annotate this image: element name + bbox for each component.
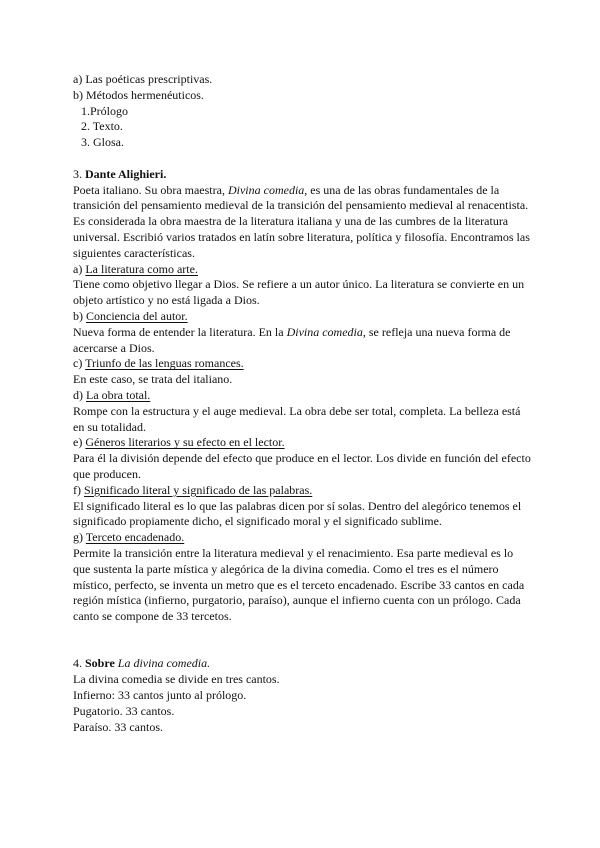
- feature-d-heading: [73, 388, 533, 404]
- feature-e-heading: [73, 435, 533, 451]
- feature-b-title: Conciencia del autor.: [86, 308, 188, 323]
- feature-e-text: Para él la división depende del efecto que produce en el lector. Los divide en función del efecto que producen.: [73, 451, 531, 481]
- feature-d-text: Rompe con la estructura y el auge medieval. La obra debe ser total, completa. La belleza está en su totalidad.: [73, 403, 521, 434]
- feature-d-label: d): [73, 387, 83, 402]
- section-4-heading: [73, 656, 533, 672]
- feature-a-heading: [73, 262, 533, 278]
- section-4-number: 4.: [73, 656, 82, 671]
- section-3-title: Dante Alighieri.: [85, 166, 167, 181]
- feature-e-label: e): [73, 435, 83, 450]
- feature-f-title: Significado literal y significado de las palabras.: [84, 482, 313, 497]
- feature-b-text: [73, 325, 533, 357]
- intro-text-2: , es una de las obras fundamentales de la transición del pensamiento medieval de la transición del pensamiento medieval al renacentista. Es considerada la obra maestra de la literatura italiana y una de las cumbres de la literatura universal. Escribió varios tratados en latín sobre literatura, política y filosofía. Encontramos las siguientes características.: [73, 182, 530, 260]
- feature-e-title: Géneros literarios y su efecto en el lector.: [85, 435, 285, 450]
- section-4-line: Pugatorio. 33 cantos.: [73, 703, 175, 718]
- sub-item-2: 2. Texto.: [81, 119, 123, 134]
- section-4-line: La divina comedia se divide en tres cantos.: [73, 672, 280, 687]
- section-3-heading: [73, 167, 533, 183]
- feature-g-heading: [73, 530, 533, 546]
- feature-g-text: Permite la transición entre la literatura medieval y el renacimiento. Esa parte medieval es lo que sustenta la parte mística y alegórica de la divina comedia. Como el tres es el número místico, perfecto, se inventa un metro que es el terceto encadenado. Escribe 33 cantos en cada región mística (infierno, purgatorio, paraíso), aunque el infierno cuenta con un prólogo. Cada canto se compone de 33 tercetos.: [73, 545, 525, 624]
- feature-g-title: Terceto encadenado.: [85, 530, 185, 545]
- spacer: [73, 151, 533, 167]
- list-item-b: b) Métodos hermenéuticos.: [73, 87, 204, 102]
- feature-b-text-2: , se refleja una nueva forma de acercarse a Dios.: [73, 324, 511, 355]
- document-content: [73, 72, 533, 735]
- feature-c-label: c): [73, 356, 83, 371]
- sub-item-3: 3. Glosa.: [81, 135, 124, 150]
- intro-text-1: Poeta italiano. Su obra maestra,: [73, 182, 225, 197]
- feature-b-label: b): [73, 308, 83, 323]
- section-4-line: Infierno: 33 cantos junto al prólogo.: [73, 688, 247, 703]
- feature-a-title: La literatura como arte.: [85, 261, 198, 276]
- feature-d-title: La obra total.: [86, 387, 151, 402]
- section-4-line: Paraíso. 33 cantos.: [73, 719, 163, 734]
- list-item-a: a) Las poéticas prescriptivas.: [73, 72, 213, 86]
- feature-c-title: Triunfo de las lenguas romances.: [85, 356, 244, 371]
- feature-g-label: g): [73, 530, 83, 545]
- feature-f-text: El significado literal es lo que las palabras dicen por sí solas. Dentro del alegórico tenemos el significado propiamente dicho, el significado moral y el significado sublime.: [73, 498, 522, 529]
- feature-c-text: En este caso, se trata del italiano.: [73, 372, 233, 387]
- feature-a-label: a): [73, 261, 83, 276]
- intro-work-title: Divina comedia: [227, 182, 305, 197]
- section-4-work: La divina comedia.: [117, 656, 211, 671]
- feature-f-heading: [73, 483, 533, 499]
- feature-b-work: Divina comedia: [286, 324, 363, 339]
- section-3-number: 3.: [73, 166, 82, 181]
- sub-item-1: 1.Prólogo: [81, 103, 129, 118]
- feature-c-heading: [73, 356, 533, 372]
- feature-b-heading: [73, 309, 533, 325]
- spacer: [73, 625, 533, 657]
- feature-f-label: f): [73, 482, 81, 497]
- feature-a-text: Tiene como objetivo llegar a Dios. Se refiere a un autor único. La literatura se convierte en un objeto artístico y no está ligada a Dios.: [73, 277, 525, 308]
- feature-b-text-1: Nueva forma de entender la literatura. En la: [73, 324, 284, 339]
- section-3-intro: [73, 183, 533, 262]
- section-4-title: Sobre: [85, 656, 115, 671]
